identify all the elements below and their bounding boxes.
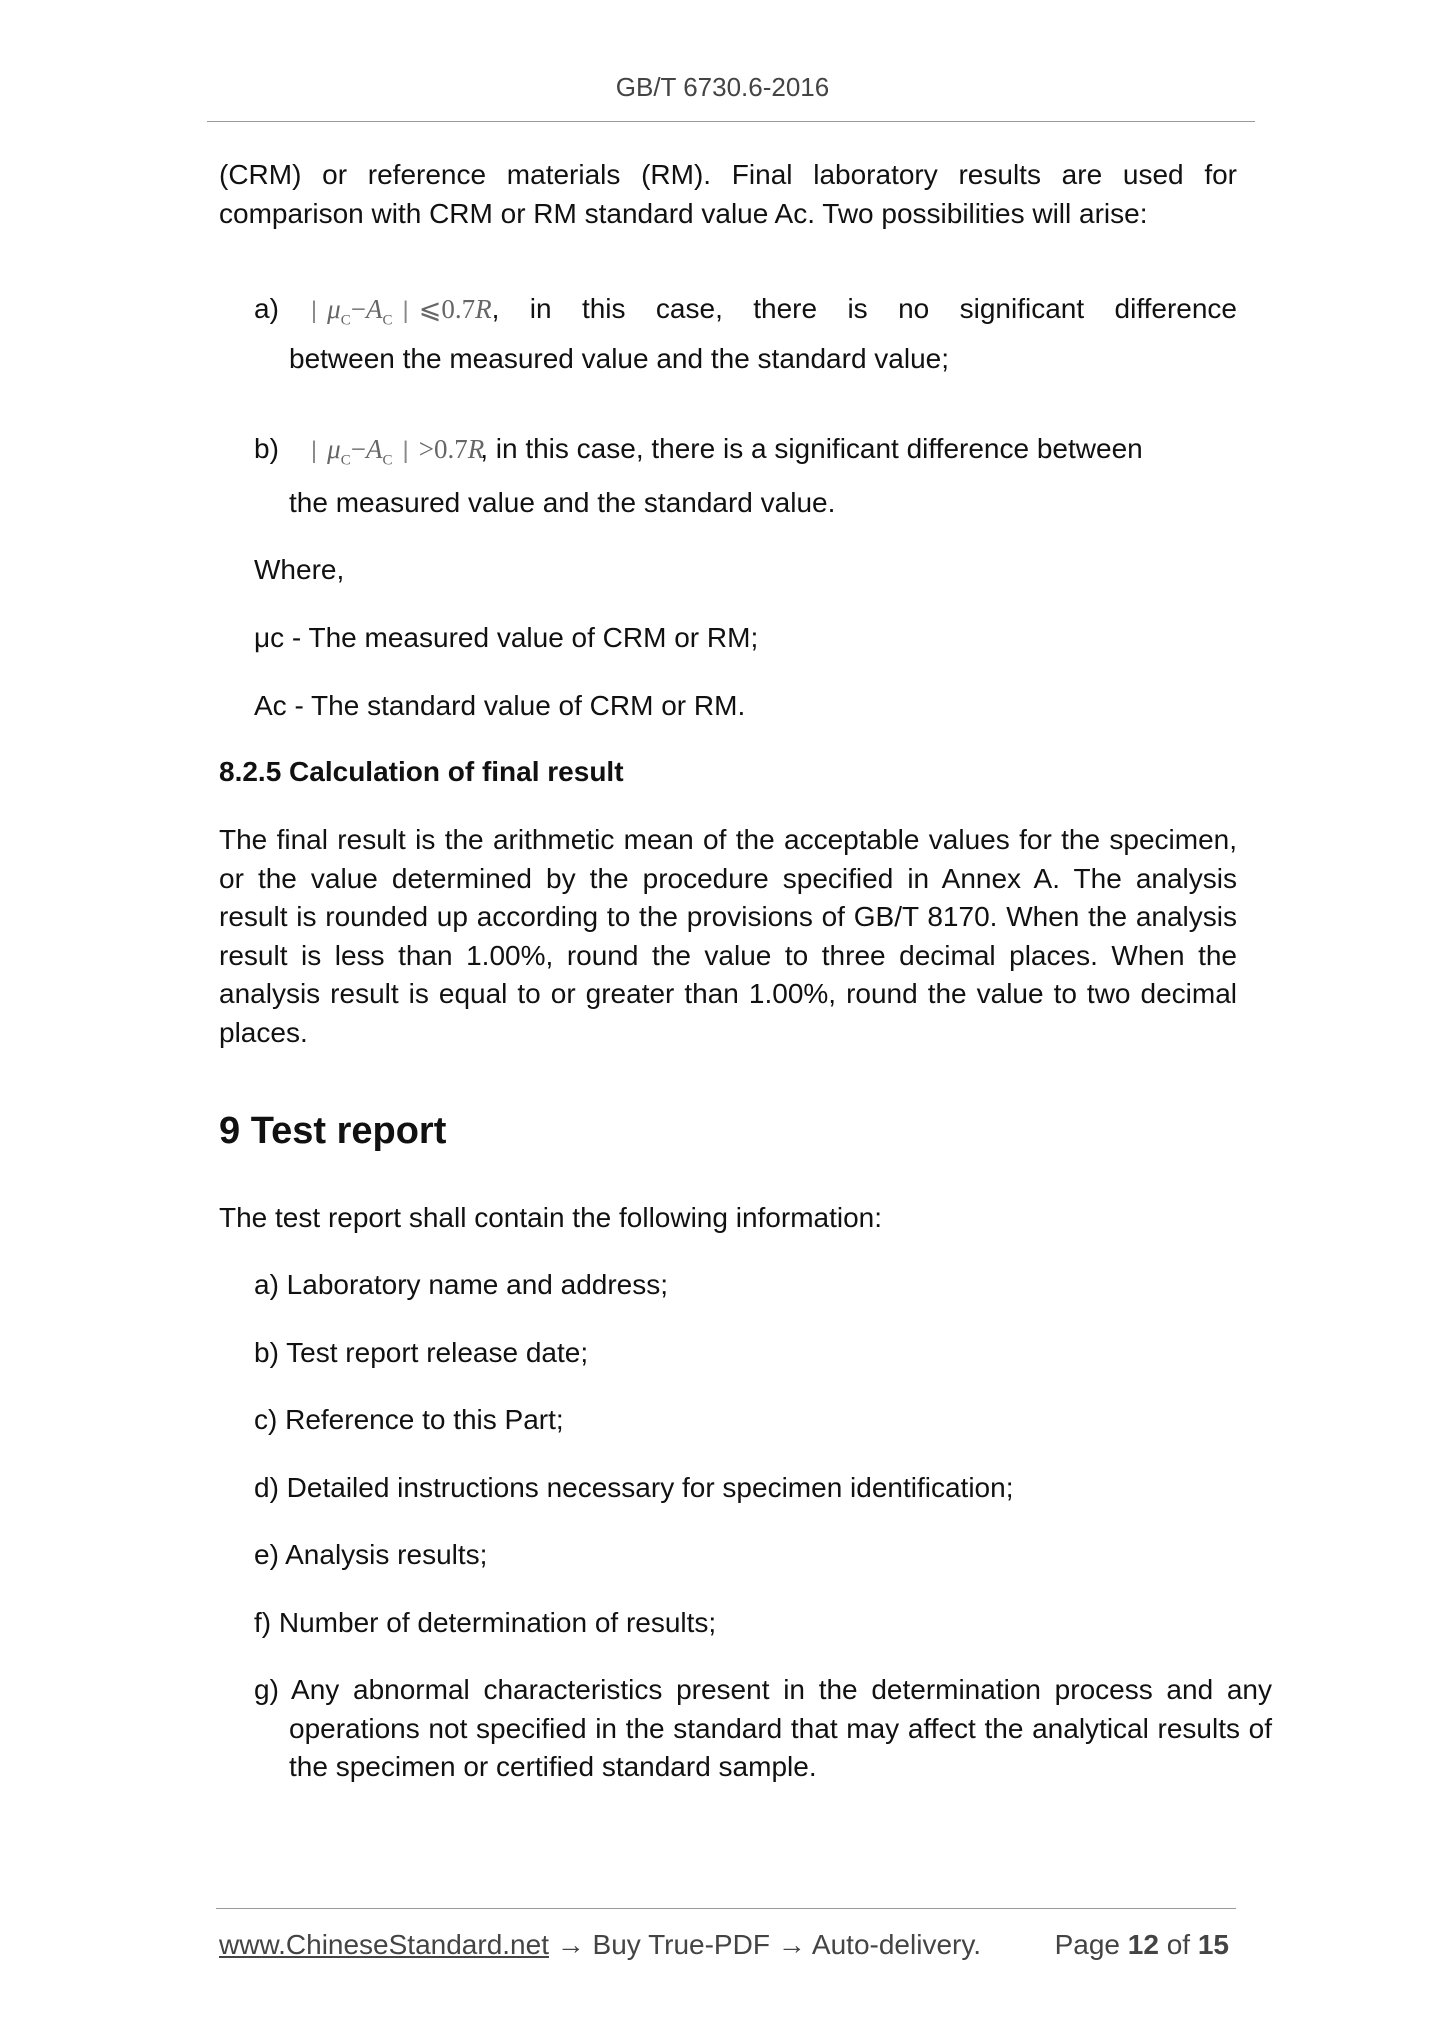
a-symbol: A	[365, 434, 383, 464]
minus-sign: −	[350, 434, 366, 464]
case-a-formula	[301, 290, 492, 339]
mu-symbol: μ	[327, 434, 341, 464]
chinesestandard-link[interactable]: www.ChineseStandard.net	[219, 1929, 549, 1960]
r-symbol: R	[475, 294, 492, 324]
page-number	[1055, 1927, 1229, 1963]
page-word: Page	[1054, 1929, 1120, 1960]
coefficient: 0.7	[433, 434, 468, 464]
c-subscript: C	[340, 312, 351, 329]
test-report-intro: The test report shall contain the following information:	[219, 1202, 883, 1233]
abs-bar-right: |	[402, 297, 409, 324]
header-rule	[207, 121, 1255, 122]
report-item-b: b) Test report release date;	[254, 1337, 589, 1368]
report-item-g: g) Any abnormal characteristics present in the determination process and any operations not specified in the standard that may affect the analytical results of the specimen or certified standard sample.	[254, 1674, 1272, 1782]
relation-sign: ⩽	[418, 294, 442, 324]
report-item-a: a) Laboratory name and address;	[254, 1269, 669, 1300]
c-subscript: C	[340, 452, 351, 469]
abs-bar-right: |	[402, 437, 409, 464]
footer-promo-text: → Buy True-PDF → Auto-delivery.	[548, 1929, 982, 1960]
c-subscript: C	[382, 312, 393, 329]
running-header: GB/T 6730.6-2016	[615, 72, 830, 102]
page-total: 15	[1197, 1929, 1229, 1960]
case-a-label: a)	[254, 293, 279, 324]
case-a-text: , in this case, there is no significant difference	[491, 293, 1237, 324]
page-current: 12	[1127, 1929, 1159, 1960]
relation-sign: >	[418, 434, 434, 464]
definition-a-c: Ac - The standard value of CRM or RM.	[254, 690, 746, 721]
case-b-text: , in this case, there is a significant difference between	[480, 433, 1143, 464]
r-symbol: R	[467, 434, 485, 464]
footer-left	[219, 1927, 981, 1963]
section-heading-8-2-5: 8.2.5 Calculation of final result	[219, 756, 624, 787]
report-item-d: d) Detailed instructions necessary for specimen identification;	[254, 1472, 1014, 1503]
report-item-f: f) Number of determination of results;	[254, 1607, 717, 1638]
case-b-line	[254, 430, 1237, 479]
mu-symbol: μ	[327, 294, 341, 324]
case-a-line	[254, 290, 1237, 339]
section-heading-9: 9 Test report	[219, 1110, 447, 1152]
report-item-c: c) Reference to this Part;	[254, 1404, 564, 1435]
of-word: of	[1166, 1929, 1191, 1960]
intro-paragraph: (CRM) or reference materials (RM). Final laboratory results are used for comparison with CRM or RM standard value Ac. Two possibilities will arise:	[219, 159, 1237, 229]
report-item-e: e) Analysis results;	[254, 1539, 488, 1570]
minus-sign: −	[350, 294, 366, 324]
coefficient: 0.7	[441, 294, 476, 324]
footer-rule	[216, 1908, 1236, 1909]
case-b-formula	[301, 430, 484, 479]
case-b-continuation: the measured value and the standard value.	[289, 487, 836, 518]
definition-mu-c: μc - The measured value of CRM or RM;	[254, 622, 759, 653]
section-8-2-5-paragraph: The final result is the arithmetic mean of the acceptable values for the specimen, or the value determined by the procedure specified in Annex A. The analysis result is rounded up according to the provisions of GB/T 8170. When the analysis result is less than 1.00%, round the value to three decimal places. When the analysis result is equal to or greater than 1.00%, round the value to two decimal places.	[219, 824, 1237, 1048]
where-label: Where,	[254, 554, 345, 585]
case-a-continuation: between the measured value and the standard value;	[289, 343, 950, 374]
c-subscript: C	[382, 452, 393, 469]
case-b-label: b)	[254, 433, 279, 464]
abs-bar-left: |	[310, 437, 318, 464]
abs-bar-left: |	[310, 297, 318, 324]
a-symbol: A	[365, 294, 383, 324]
